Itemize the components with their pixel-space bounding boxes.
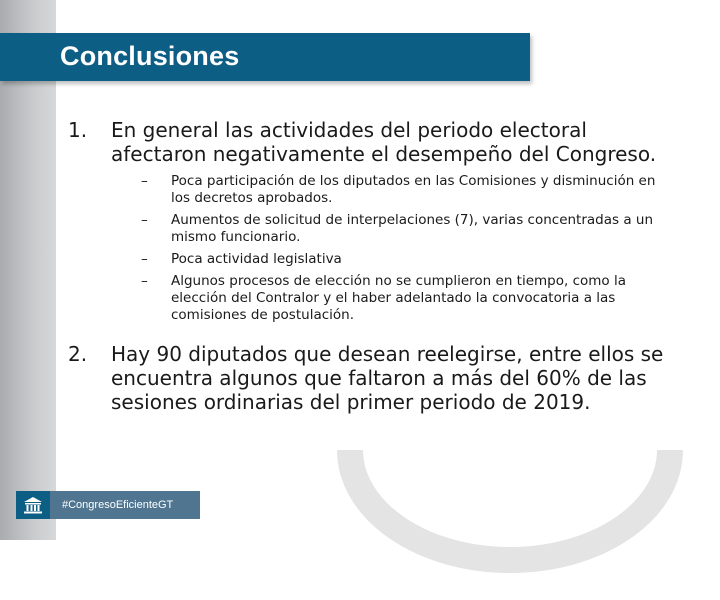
- dash-bullet: –: [141, 212, 148, 228]
- slide-content: [68, 118, 688, 414]
- item-text: En general las actividades del periodo electoral afectaron negativamente el desempeño del Congreso.: [111, 118, 657, 166]
- dash-bullet: –: [141, 273, 148, 289]
- sub-item: [111, 212, 688, 246]
- congress-building-icon: [16, 491, 50, 519]
- sub-item-text: Poca participación de los diputados en las Comisiones y disminución en los decretos aprobados.: [171, 173, 656, 206]
- sub-item-text: Aumentos de solicitud de interpelaciones (7), varias concentradas a un mismo funcionario.: [171, 212, 654, 245]
- sub-item-text: Poca actividad legislativa: [171, 251, 342, 267]
- left-sidebar-decoration: [0, 0, 56, 540]
- conclusion-item-2: [68, 342, 688, 414]
- item-number: 2.: [68, 342, 88, 366]
- item-number: 1.: [68, 118, 88, 142]
- dash-bullet: –: [141, 251, 148, 267]
- sub-item: [111, 273, 688, 324]
- conclusion-item-1: [68, 118, 688, 329]
- sub-list: [111, 173, 688, 324]
- item-body: [111, 118, 688, 329]
- footer-banner: [16, 491, 200, 519]
- sub-item-text: Algunos procesos de elección no se cumplieron en tiempo, como la elección del Contralor y el haber adelantado la convocatoria a las comisiones de postulación.: [171, 273, 626, 323]
- item-text: Hay 90 diputados que desean reelegirse, entre ellos se encuentra algunos que faltaron a más del 60% de las sesiones ordinarias del primer periodo de 2019.: [111, 342, 664, 414]
- title-bar: [0, 33, 530, 81]
- footer-hashtag: #CongresoEficienteGT: [62, 499, 174, 511]
- dash-bullet: –: [141, 173, 148, 189]
- sub-item: [111, 173, 688, 207]
- slide-title: Conclusiones: [60, 41, 240, 71]
- sub-item: [111, 251, 688, 268]
